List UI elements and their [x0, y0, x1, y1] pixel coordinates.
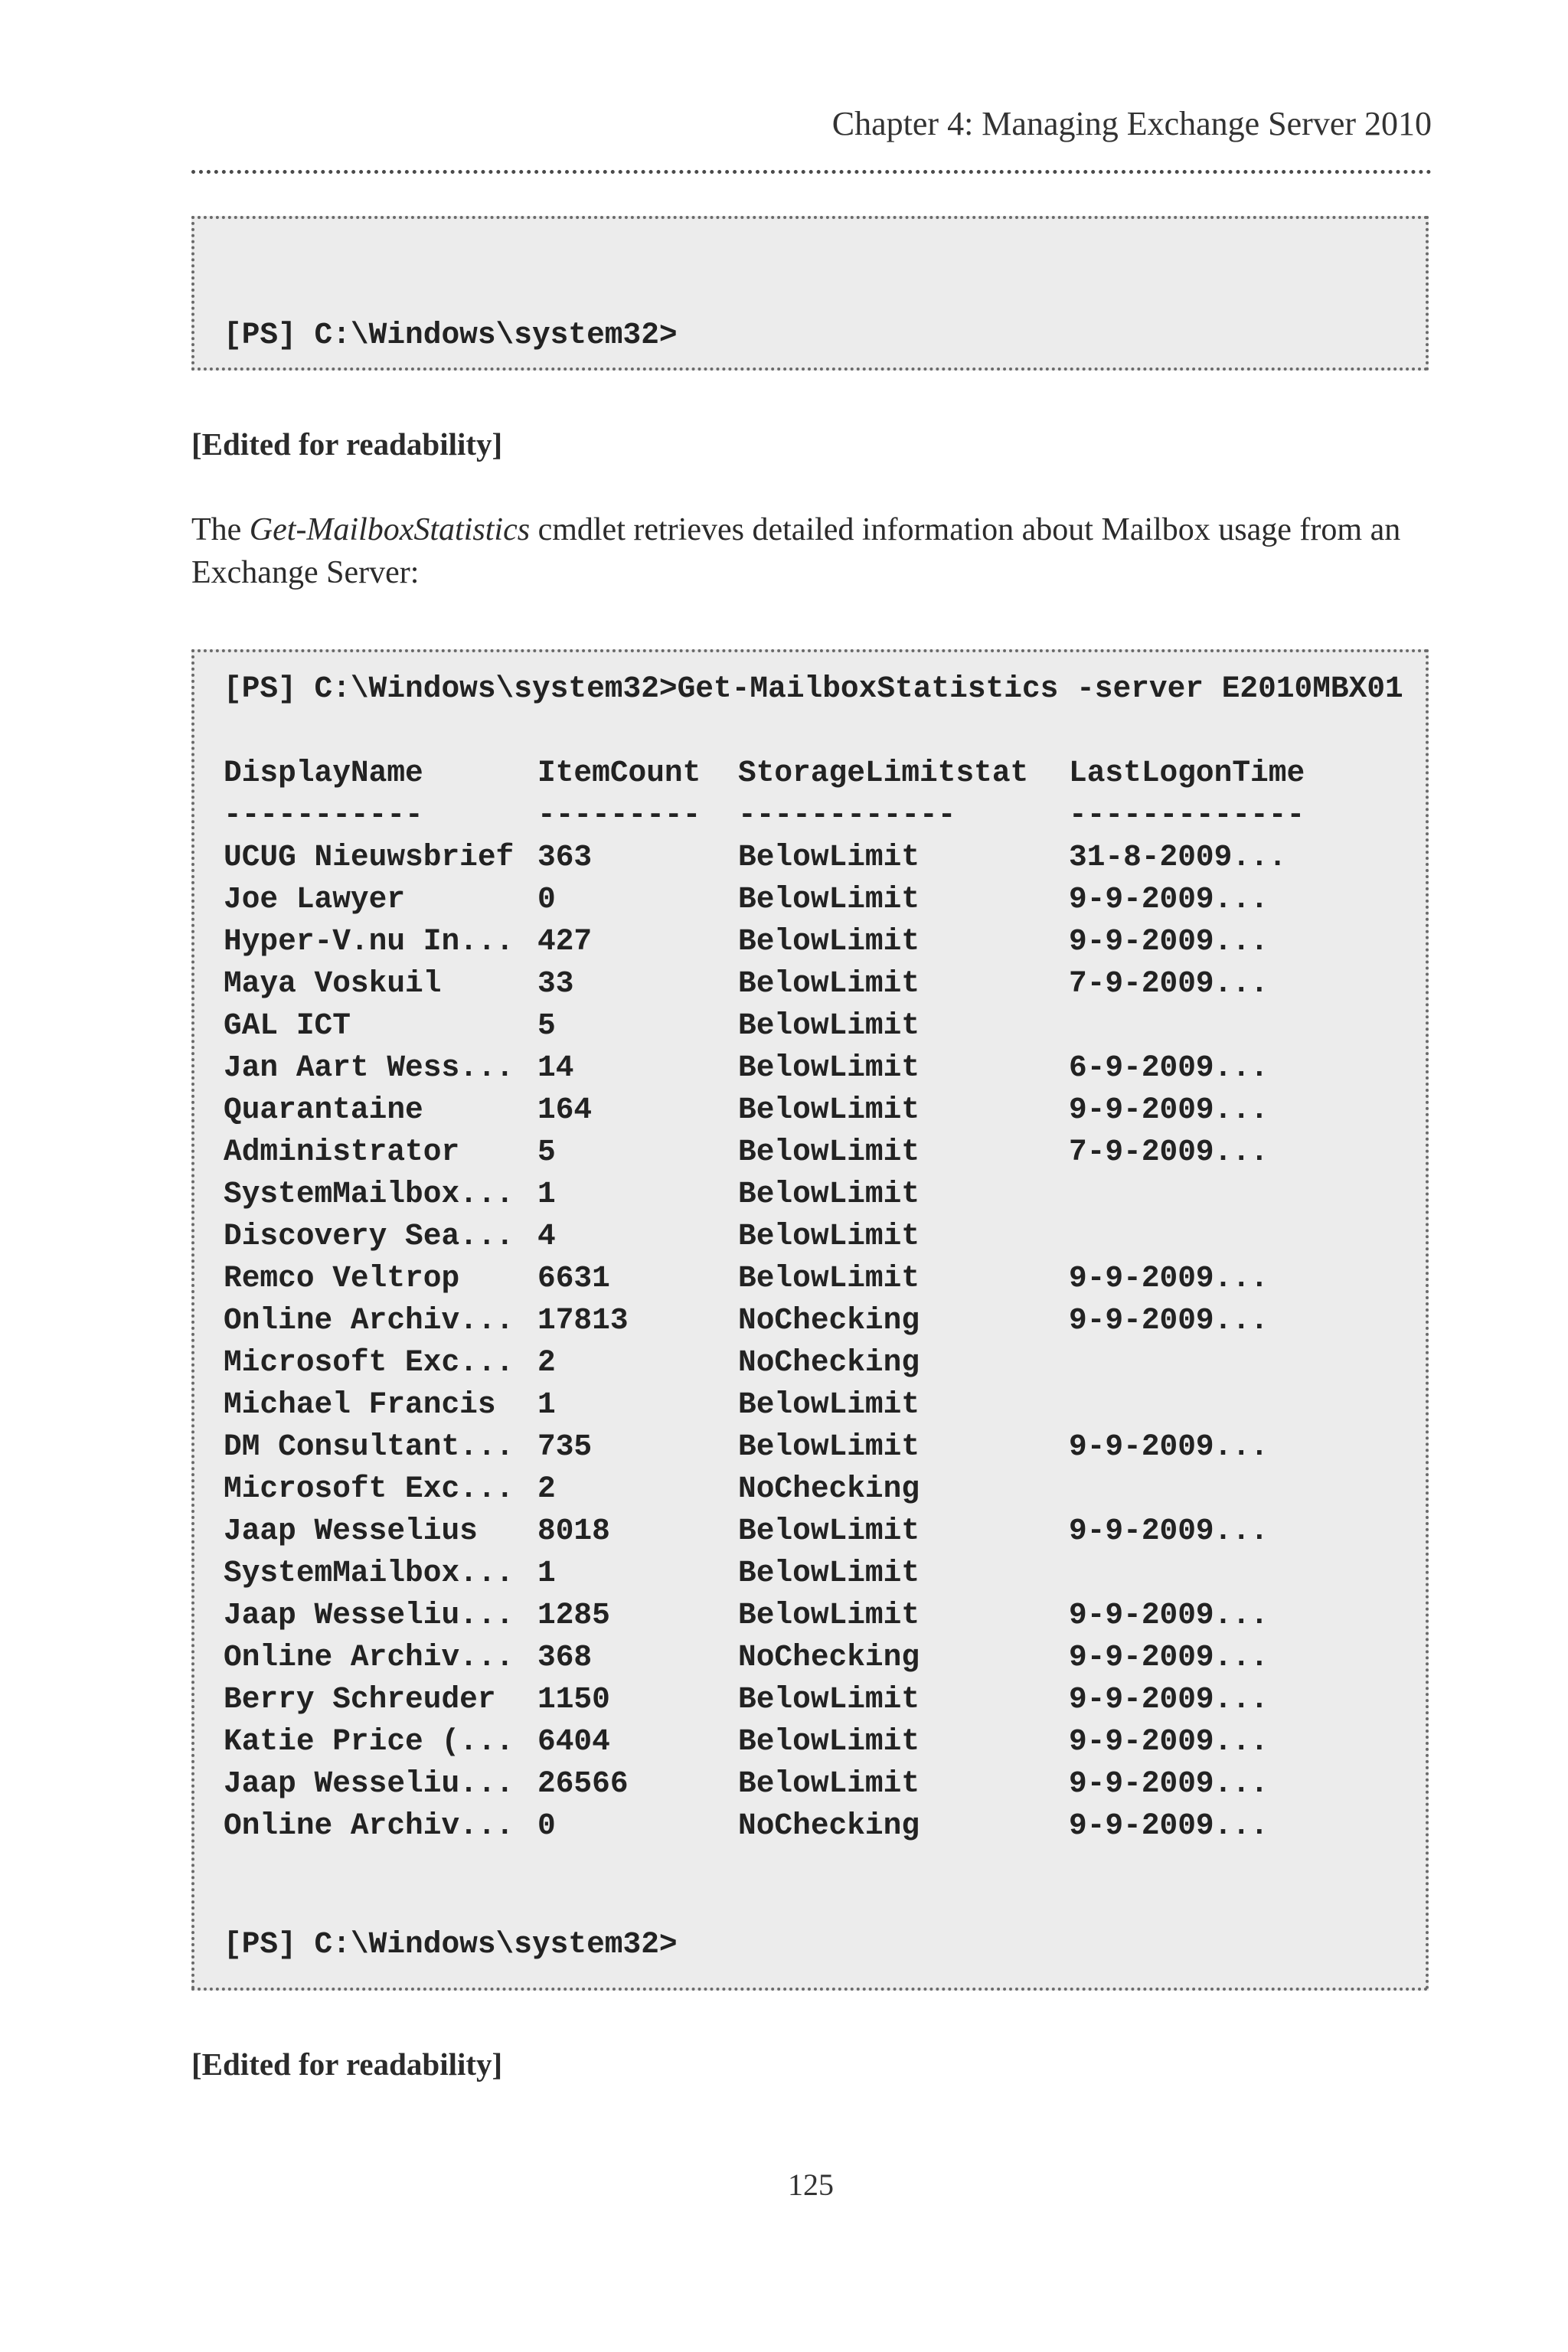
cell-item-count: 1	[537, 1387, 556, 1422]
cell-storage-limit-status: BelowLimit	[738, 924, 920, 959]
column-header: StorageLimitstat	[738, 756, 1029, 790]
cell-storage-limit-status: NoChecking	[738, 1472, 920, 1506]
table-row	[194, 1131, 1426, 1173]
cell-storage-limit-status: NoChecking	[738, 1303, 920, 1338]
cell-item-count: 4	[537, 1219, 556, 1253]
cell-storage-limit-status: BelowLimit	[738, 1598, 920, 1632]
cell-item-count: 1	[537, 1177, 556, 1211]
cell-item-count: 14	[537, 1050, 574, 1085]
cell-last-logon-time: 9-9-2009...	[1069, 1598, 1269, 1632]
body-paragraph	[191, 508, 1447, 594]
table-row	[194, 1047, 1426, 1089]
cell-display-name: Berry Schreuder	[224, 1682, 496, 1717]
table-row	[194, 1594, 1426, 1636]
column-header: ItemCount	[537, 756, 701, 790]
cell-storage-limit-status: NoChecking	[738, 1345, 920, 1380]
cell-display-name: Microsoft Exc...	[224, 1345, 514, 1380]
page-number: 125	[788, 2167, 834, 2202]
cell-storage-limit-status: BelowLimit	[738, 840, 920, 874]
cell-item-count: 6404	[537, 1724, 610, 1759]
cell-storage-limit-status: BelowLimit	[738, 966, 920, 1001]
cell-item-count: 0	[537, 882, 556, 916]
code-command: [PS] C:\Windows\system32>Get-MailboxStatistics -server E2010MBX01	[224, 671, 1403, 706]
cell-last-logon-time: 9-9-2009...	[1069, 882, 1269, 916]
table-row	[194, 1762, 1426, 1805]
cell-item-count: 5	[537, 1008, 556, 1043]
cell-storage-limit-status: BelowLimit	[738, 1261, 920, 1295]
column-header: LastLogonTime	[1069, 756, 1305, 790]
code-prompt: [PS] C:\Windows\system32>	[224, 318, 678, 352]
code-prompt: [PS] C:\Windows\system32>	[224, 1927, 678, 1962]
cell-display-name: Jaap Wesseliu...	[224, 1766, 514, 1801]
cell-display-name: Online Archiv...	[224, 1640, 514, 1674]
cell-display-name: GAL ICT	[224, 1008, 351, 1043]
cell-display-name: Jaap Wesseliu...	[224, 1598, 514, 1632]
cell-storage-limit-status: BelowLimit	[738, 1766, 920, 1801]
cell-last-logon-time: 9-9-2009...	[1069, 1724, 1269, 1759]
cell-storage-limit-status: BelowLimit	[738, 1177, 920, 1211]
table-row	[194, 836, 1426, 878]
cell-item-count: 0	[537, 1808, 556, 1843]
table-row	[194, 1426, 1426, 1468]
table-row	[194, 1383, 1426, 1426]
cell-display-name: Discovery Sea...	[224, 1219, 514, 1253]
cell-storage-limit-status: BelowLimit	[738, 1050, 920, 1085]
cell-item-count: 427	[537, 924, 593, 959]
cell-display-name: Jaap Wesselius	[224, 1514, 478, 1548]
table-row	[194, 1720, 1426, 1762]
table-row	[194, 920, 1426, 962]
cell-last-logon-time: 9-9-2009...	[1069, 1682, 1269, 1717]
cell-storage-limit-status: BelowLimit	[738, 1008, 920, 1043]
cell-item-count: 1285	[537, 1598, 610, 1632]
cell-display-name: Hyper-V.nu In...	[224, 924, 514, 959]
cell-item-count: 8018	[537, 1514, 610, 1548]
cell-storage-limit-status: BelowLimit	[738, 1556, 920, 1590]
edited-note: [Edited for readability]	[191, 426, 503, 462]
cell-storage-limit-status: BelowLimit	[738, 1093, 920, 1127]
cell-last-logon-time: 6-9-2009...	[1069, 1050, 1269, 1085]
table-row	[194, 962, 1426, 1004]
cell-display-name: Online Archiv...	[224, 1808, 514, 1843]
table-row	[194, 1510, 1426, 1552]
cell-display-name: UCUG Nieuwsbrief	[224, 840, 514, 874]
cell-item-count: 1150	[537, 1682, 610, 1717]
column-separator: -------------	[1069, 798, 1305, 832]
cell-item-count: 5	[537, 1135, 556, 1169]
table-row	[194, 1341, 1426, 1383]
cell-last-logon-time: 9-9-2009...	[1069, 1514, 1269, 1548]
cell-item-count: 368	[537, 1640, 593, 1674]
cell-item-count: 33	[537, 966, 574, 1001]
cell-last-logon-time: 31-8-2009...	[1069, 840, 1287, 874]
cell-display-name: Michael Francis	[224, 1387, 496, 1422]
table-row	[194, 1004, 1426, 1047]
table-row	[194, 878, 1426, 920]
cell-display-name: SystemMailbox...	[224, 1556, 514, 1590]
cell-storage-limit-status: NoChecking	[738, 1640, 920, 1674]
cell-storage-limit-status: BelowLimit	[738, 882, 920, 916]
cell-storage-limit-status: NoChecking	[738, 1808, 920, 1843]
paragraph-text-before: The	[191, 512, 250, 547]
cell-last-logon-time: 9-9-2009...	[1069, 924, 1269, 959]
table-row	[194, 1215, 1426, 1257]
header-rule	[191, 170, 1432, 174]
cell-display-name: Microsoft Exc...	[224, 1472, 514, 1506]
cell-display-name: Remco Veltrop	[224, 1261, 460, 1295]
cell-item-count: 6631	[537, 1261, 610, 1295]
cell-last-logon-time: 9-9-2009...	[1069, 1429, 1269, 1464]
cell-item-count: 2	[537, 1345, 556, 1380]
paragraph-text-after: cmdlet retrieves detailed information about Mailbox usage from an Exchange Server:	[191, 512, 1401, 590]
table-row	[194, 1636, 1426, 1678]
cell-last-logon-time: 9-9-2009...	[1069, 1640, 1269, 1674]
cell-display-name: SystemMailbox...	[224, 1177, 514, 1211]
cell-storage-limit-status: BelowLimit	[738, 1219, 920, 1253]
cell-display-name: Online Archiv...	[224, 1303, 514, 1338]
cell-display-name: Maya Voskuil	[224, 966, 442, 1001]
cell-item-count: 164	[537, 1093, 593, 1127]
cell-display-name: Jan Aart Wess...	[224, 1050, 514, 1085]
table-header-row	[194, 752, 1426, 794]
code-block-mailbox-stats	[191, 649, 1429, 1991]
table-row	[194, 1468, 1426, 1510]
cell-display-name: Joe Lawyer	[224, 882, 406, 916]
cell-item-count: 17813	[537, 1303, 629, 1338]
cell-display-name: Administrator	[224, 1135, 460, 1169]
cell-last-logon-time: 9-9-2009...	[1069, 1093, 1269, 1127]
column-separator: -----------	[224, 798, 423, 832]
cell-item-count: 26566	[537, 1766, 629, 1801]
cell-last-logon-time: 7-9-2009...	[1069, 966, 1269, 1001]
page-header: Chapter 4: Managing Exchange Server 2010	[831, 105, 1432, 142]
table-row	[194, 1257, 1426, 1299]
cell-storage-limit-status: BelowLimit	[738, 1135, 920, 1169]
column-separator: ------------	[738, 798, 956, 832]
table-row	[194, 1089, 1426, 1131]
cell-storage-limit-status: BelowLimit	[738, 1429, 920, 1464]
cell-storage-limit-status: BelowLimit	[738, 1514, 920, 1548]
cell-item-count: 2	[537, 1472, 556, 1506]
table-row	[194, 1299, 1426, 1341]
cell-last-logon-time: 7-9-2009...	[1069, 1135, 1269, 1169]
cell-last-logon-time: 9-9-2009...	[1069, 1303, 1269, 1338]
cell-last-logon-time: 9-9-2009...	[1069, 1766, 1269, 1801]
cmdlet-name: Get-MailboxStatistics	[249, 512, 531, 547]
cell-item-count: 1	[537, 1556, 556, 1590]
table-row	[194, 1552, 1426, 1594]
column-header: DisplayName	[224, 756, 423, 790]
code-block-top	[191, 216, 1429, 371]
cell-display-name: Katie Price (...	[224, 1724, 514, 1759]
cell-storage-limit-status: BelowLimit	[738, 1387, 920, 1422]
cell-last-logon-time: 9-9-2009...	[1069, 1261, 1269, 1295]
cell-last-logon-time: 9-9-2009...	[1069, 1808, 1269, 1843]
table-row	[194, 1805, 1426, 1847]
column-separator: ---------	[537, 798, 701, 832]
cell-storage-limit-status: BelowLimit	[738, 1724, 920, 1759]
cell-display-name: DM Consultant...	[224, 1429, 514, 1464]
table-row	[194, 1173, 1426, 1215]
cell-storage-limit-status: BelowLimit	[738, 1682, 920, 1717]
cell-item-count: 363	[537, 840, 593, 874]
cell-display-name: Quarantaine	[224, 1093, 423, 1127]
cell-item-count: 735	[537, 1429, 593, 1464]
table-row	[194, 1678, 1426, 1720]
edited-note: [Edited for readability]	[191, 2047, 503, 2082]
table-separator-row	[194, 794, 1426, 836]
